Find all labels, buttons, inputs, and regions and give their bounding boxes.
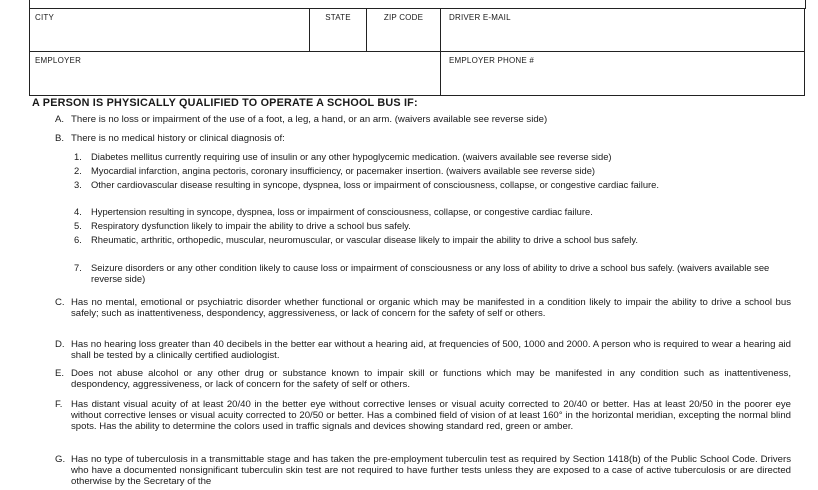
item-b-text: There is no medical history or clinical diagnosis of:	[71, 133, 285, 144]
zip-field[interactable]	[367, 9, 441, 52]
driver-email-field[interactable]	[441, 9, 805, 52]
item-d	[55, 339, 791, 362]
item-f	[55, 399, 791, 433]
condition-number: 2.	[74, 165, 82, 176]
item-e-label: E.	[55, 368, 65, 379]
condition-number: 3.	[74, 179, 82, 190]
condition-text: Diabetes mellitus currently requiring use of insulin or any other hypoglycemic medication. (waivers available see reverse side)	[91, 151, 612, 162]
condition-item	[74, 262, 791, 285]
condition-item	[74, 151, 791, 163]
driver-info-form	[29, 8, 805, 96]
condition-item	[74, 220, 791, 232]
condition-number: 7.	[74, 262, 82, 273]
item-d-text: Has no hearing loss greater than 40 decibels in the better ear without a hearing aid, at frequencies of 500, 1000 and 2000. A person who is required to wear a hearing aid shall be tested by a clinically certified audiologist.	[71, 339, 791, 362]
item-b	[55, 133, 791, 144]
condition-item	[74, 165, 791, 177]
employer-label: EMPLOYER	[35, 56, 82, 65]
item-d-label: D.	[55, 339, 65, 350]
condition-number: 1.	[74, 151, 82, 162]
state-label: STATE	[325, 13, 351, 22]
city-field[interactable]	[30, 9, 310, 52]
item-g-label: G.	[55, 454, 66, 465]
item-a-text: There is no loss or impairment of the use of a foot, a leg, a hand, or an arm. (waivers available see reverse side)	[71, 114, 548, 125]
employer-phone-field[interactable]	[441, 52, 805, 96]
condition-item	[74, 179, 791, 191]
driver-email-label: DRIVER E-MAIL	[449, 13, 511, 22]
condition-number: 5.	[74, 220, 82, 231]
item-f-label: F.	[55, 399, 63, 410]
item-g	[55, 454, 791, 488]
item-e	[55, 368, 791, 391]
item-b-label: B.	[55, 133, 65, 144]
condition-text: Hypertension resulting in syncope, dyspnea, loss or impairment of consciousness, collapse, or congestive cardiac failure.	[91, 206, 593, 217]
condition-item	[74, 234, 791, 246]
item-c-label: C.	[55, 297, 65, 308]
employer-phone-label: EMPLOYER PHONE #	[449, 56, 535, 65]
condition-text: Myocardial infarction, angina pectoris, coronary insufficiency, or pacemaker insertion. (waivers available see reverse side)	[91, 165, 596, 176]
item-a-label: A.	[55, 114, 65, 125]
condition-text: Respiratory dysfunction likely to impair the ability to drive a school bus safely.	[91, 220, 411, 231]
condition-item	[74, 206, 791, 218]
state-field[interactable]	[310, 9, 367, 52]
item-g-text: Has no type of tuberculosis in a transmittable stage and has taken the pre-employment tuberculin test as required by Section 1418(b) of the Public School Code. Drivers who have a documented nonsignificant tuberculin skin test are not required to have further tests unless they are exposed to a case of active tuberculosis or are directed otherwise by the Secretary of the	[71, 454, 791, 488]
item-a	[55, 114, 791, 125]
condition-text: Seizure disorders or any other condition likely to cause loss or impairment of consciousness or any loss of ability to drive a school bus safely. (waivers available see reverse side)	[91, 262, 770, 284]
condition-text: Rheumatic, arthritic, orthopedic, muscular, neuromuscular, or vascular disease likely to impair the ability to drive a school bus safely.	[91, 234, 638, 245]
item-f-text: Has distant visual acuity of at least 20/40 in the better eye without corrective lenses or visual acuity corrected to 20/40 or better. Has at least 20/50 in the poorer eye without corrective lenses or visual acuity corrected to 20/50 or better. Has a combined field of vision of at least 160° in the horizontal meridian, excepting the normal blind spots. Has the ability to determine the colors used in traffic signals and devices showing standard red, green or amber.	[71, 399, 791, 433]
item-e-text: Does not abuse alcohol or any other drug or substance known to impair skill or functions which may be manifested in any condition such as inattentiveness, despondency, aggressiveness, or lack of concern for the safety of self or others.	[71, 368, 791, 391]
zip-label: ZIP CODE	[383, 13, 424, 22]
city-label: CITY	[35, 13, 55, 22]
condition-number: 6.	[74, 234, 82, 245]
qualifications-heading: A PERSON IS PHYSICALLY QUALIFIED TO OPERATE A SCHOOL BUS IF:	[32, 97, 418, 109]
employer-field[interactable]	[30, 52, 441, 96]
condition-number: 4.	[74, 206, 82, 217]
item-c	[55, 297, 791, 320]
item-c-text: Has no mental, emotional or psychiatric disorder whether functional or organic which may be manifested in a condition likely to impair the ability to drive a school bus safely; such as inattentiveness, despondency, aggressiveness, or lack of concern for the safety of self or others.	[71, 297, 791, 320]
condition-text: Other cardiovascular disease resulting in syncope, dyspnea, loss or impairment of consciousness, collapse, or congestive cardiac failure.	[91, 179, 659, 190]
